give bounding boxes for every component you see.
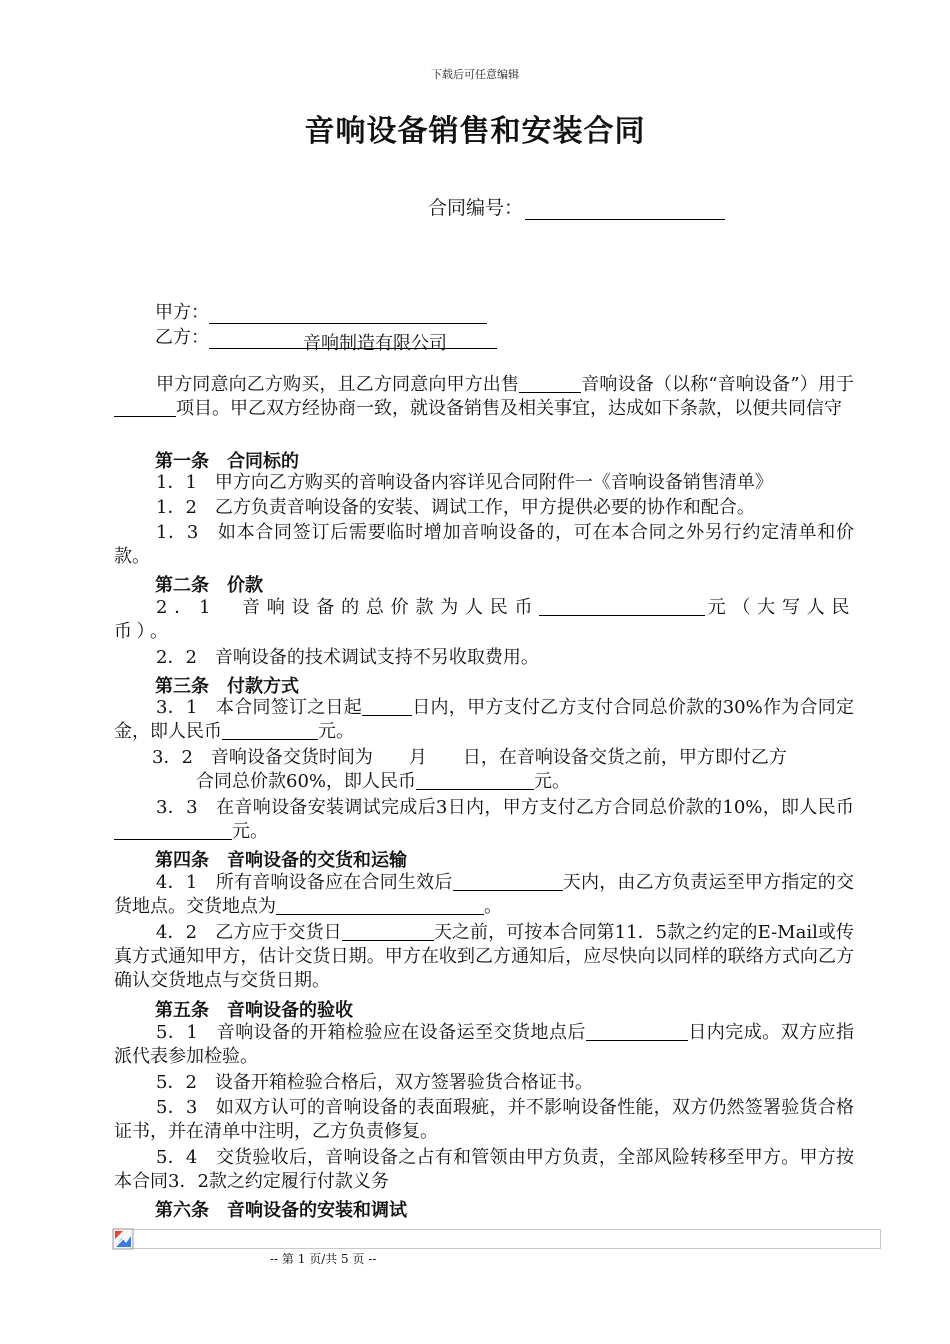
clause-5-1-text-2: 日内完成。双方应指派代表参加检验。 — [114, 1022, 855, 1067]
clause-4-2-text-1: 4．2 乙方应于交货日 — [156, 922, 342, 943]
clause-2-1-text-1: 2．1 音响设备的总价款为人民币 — [156, 597, 540, 618]
clause-4-2 — [114, 921, 854, 993]
clause-3-3-text-1: 3．3 在音响设备安装调试完成后3日内，甲方支付乙方合同总价款的10%，即人民币 — [156, 797, 854, 818]
section-4-heading: 第四条 音响设备的交货和运输 — [155, 850, 407, 871]
clause-3-1 — [114, 696, 854, 744]
section-5-heading: 第五条 音响设备的验收 — [155, 1000, 353, 1021]
clause-5-3: 5．3 如双方认可的音响设备的表面瑕疵，并不影响设备性能，双方仍然签署验货合格证书，并在清单中注明，乙方负责修复。 — [114, 1097, 854, 1142]
section-6-heading: 第六条 音响设备的安装和调试 — [155, 1200, 407, 1221]
delivery-payment-blank — [416, 771, 534, 790]
clause-2-2: 2．2 音响设备的技术调试支持不另收取费用。 — [156, 647, 539, 668]
intro-blank-2 — [114, 398, 176, 417]
party-b-row — [155, 323, 497, 354]
deposit-days-blank — [362, 697, 412, 716]
header-note: 下载后可任意编辑 — [431, 68, 519, 81]
section-2-heading: 第二条 价款 — [155, 575, 263, 596]
contract-number-field — [428, 193, 725, 220]
footer-bar — [113, 1229, 881, 1249]
clause-4-1-text-1: 4．1 所有音响设备应在合同生效后 — [156, 872, 453, 893]
party-a-label: 甲方： — [155, 302, 209, 323]
document-title: 音响设备销售和安装合同 — [304, 114, 646, 149]
clause-2-1-text-2: 元（大写人民币）。 — [114, 597, 855, 642]
party-b-name: 音响制造有限公司 — [209, 329, 497, 349]
clause-5-2: 5．2 设备开箱检验合格后，双方签署验货合格证书。 — [156, 1072, 593, 1093]
delivery-days-blank — [453, 872, 563, 891]
clause-3-2-text-1: 3．2 音响设备交货时间为 月 日，在音响设备交货之前，甲方即付乙方 — [152, 747, 787, 768]
clause-4-1-text-3: 。 — [484, 896, 502, 917]
clause-4-1-text-2: 天内，由乙方负责运至甲方指定的交货地点。交货地点为 — [114, 872, 855, 917]
party-a-blank — [209, 303, 487, 324]
clause-3-1-text-3: 元。 — [318, 721, 354, 742]
section-1-heading: 第一条 合同标的 — [155, 451, 299, 472]
deposit-amount-blank — [222, 721, 318, 740]
clause-3-1-text-2: 日内，甲方支付乙方支付合同总价款的30%作为合同定金，即人民币 — [114, 697, 855, 742]
contract-number-blank — [525, 201, 725, 220]
clause-1-3: 1．3 如本合同签订后需要临时增加音响设备的，可在本合同之外另行约定清单和价款。 — [114, 522, 854, 567]
intro-text-3: 项目。甲乙双方经协商一致，就设备销售及相关事宜，达成如下条款，以便共同信守 — [176, 398, 842, 419]
party-b-label: 乙方： — [155, 327, 209, 348]
intro-blank-1 — [519, 374, 581, 393]
inspection-days-blank — [586, 1022, 688, 1041]
contract-number-label: 合同编号： — [428, 197, 524, 219]
clause-3-2-text-2: 合同总价款60%，即人民币 — [196, 771, 417, 792]
intro-paragraph — [114, 373, 854, 421]
party-a-row — [155, 298, 487, 324]
clause-2-1 — [114, 596, 854, 644]
clause-4-1 — [114, 871, 854, 919]
clause-1-1: 1．1 甲方向乙方购买的音响设备内容详见合同附件一《音响设备销售清单》 — [156, 472, 773, 493]
clause-5-1-text-1: 5．1 音响设备的开箱检验应在设备运至交货地点后 — [156, 1022, 586, 1043]
broken-image-icon — [112, 1228, 134, 1250]
clause-3-3-text-2: 元。 — [232, 821, 268, 842]
clause-3-2-text-3: 元。 — [534, 771, 571, 792]
final-payment-blank — [114, 821, 232, 840]
total-price-blank — [539, 597, 705, 616]
clause-3-1-text-1: 3．1 本合同签订之日起 — [156, 697, 363, 718]
clause-5-4: 5．4 交货验收后，音响设备之占有和管领由甲方负责，全部风险转移至甲方。甲方按本合同3．2款之约定履行付款义务 — [114, 1147, 854, 1192]
notice-days-blank — [342, 922, 434, 941]
clause-1-2: 1．2 乙方负责音响设备的安装、调试工作，甲方提供必要的协作和配合。 — [156, 497, 755, 518]
clause-5-1 — [114, 1021, 854, 1069]
delivery-location-blank — [276, 896, 484, 915]
clause-3-2 — [114, 746, 854, 794]
page-indicator: -- 第 1 页/共 5 页 -- — [270, 1252, 377, 1266]
clause-3-3 — [114, 796, 854, 844]
clause-4-2-text-2: 天之前，可按本合同第11．5款之约定的E-Mail或传真方式通知甲方，估计交货日期。甲方在收到乙方通知后，应尽快向以同样的联络方式向乙方确认交货地点与交货日期。 — [114, 922, 854, 991]
intro-text-1: 甲方同意向乙方购买，且乙方同意向甲方出售 — [156, 374, 520, 395]
intro-text-2: 音响设备（以称“音响设备”）用于 — [581, 374, 854, 395]
section-3-heading: 第三条 付款方式 — [155, 676, 299, 697]
